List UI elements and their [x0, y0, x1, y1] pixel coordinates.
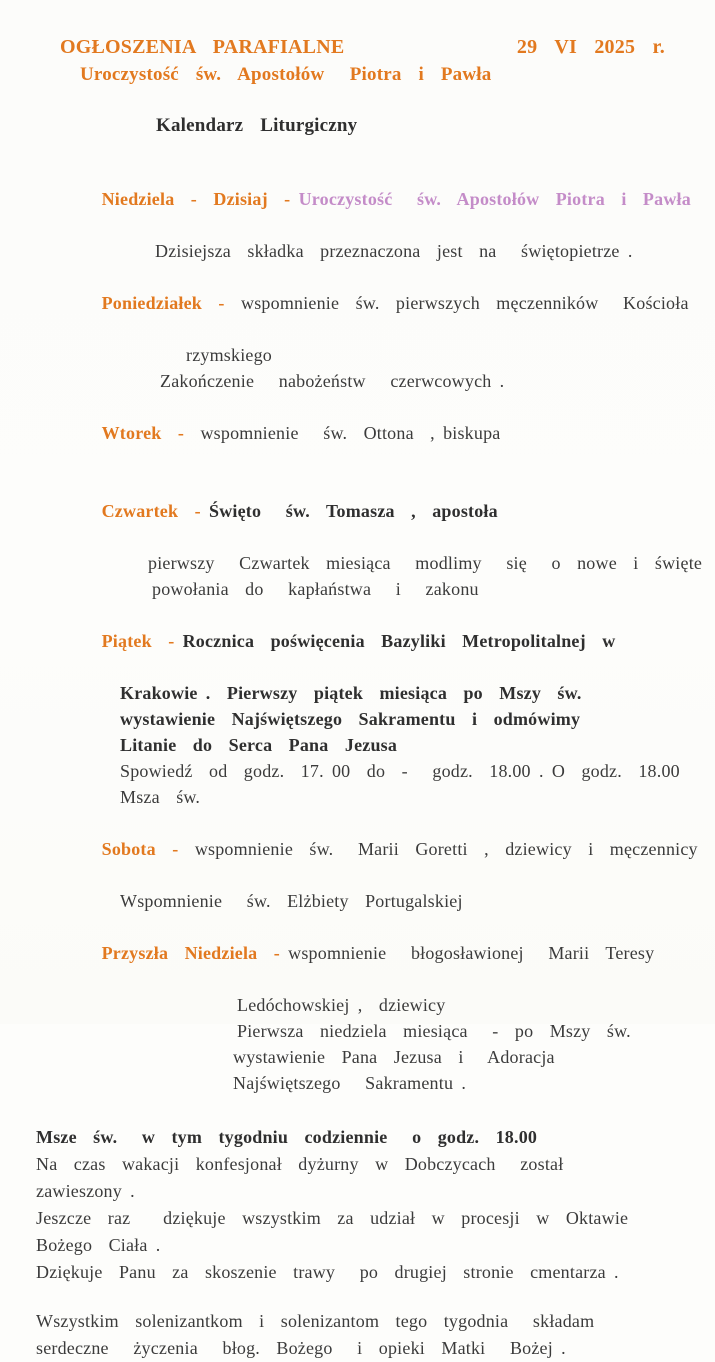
monday-note-1: rzymskiego: [186, 345, 272, 365]
day-label-friday: Piątek -: [101, 631, 183, 651]
calendar-entry-friday-heading: [0, 602, 715, 680]
day-label-saturday: Sobota -: [101, 839, 187, 859]
calendar-entry-tuesday: [0, 394, 715, 472]
day-label-next-sunday: Przyszła Niedziela -: [101, 943, 289, 963]
friday-feast-title-3: wystawienie Najświętszego Sakramentu i odmówimy: [120, 709, 581, 729]
thursday-note-1: pierwszy Czwartek miesiąca modlimy się o nowe i święte: [148, 553, 703, 573]
masses-schedule-line: Msze św. w tym tygodniu codziennie o godz. 18.00: [36, 1127, 538, 1147]
calendar-entry-tuesday-heading: [0, 394, 715, 472]
calendar-entry-monday: [0, 264, 715, 394]
header-row: [0, 34, 715, 60]
day-label-tuesday: Wtorek -: [101, 423, 193, 443]
thursday-feast-title: Święto św. Tomasza , apostoła: [208, 501, 498, 521]
section-heading-liturgical-calendar: Kalendarz Liturgiczny: [156, 115, 358, 136]
monday-note-2: Zakończenie nabożeństw czerwcowych .: [160, 371, 505, 391]
calendar-entry-sunday: [0, 160, 715, 264]
friday-feast-title-1: Rocznica poświęcenia Bazyliki Metropolitalnej w: [182, 631, 616, 651]
calendar-entry-next-sunday: [0, 914, 715, 1096]
calendar-entry-thursday-heading: [0, 472, 715, 550]
calendar-entry-next-sunday-heading: [0, 914, 715, 992]
sunday-feast-title: Uroczystość św. Apostołów Piotra i Pawła: [298, 189, 691, 209]
thursday-note-2: powołania do kapłaństwa i zakonu: [152, 579, 479, 599]
closing-line-2: serdeczne życzenia błog. Bożego i opieki Matki Bożej .: [36, 1338, 566, 1358]
monday-text: wspomnienie św. pierwszych męczenników Kościoła: [232, 293, 689, 313]
page-title: OGŁOSZENIA PARAFIALNE: [60, 36, 345, 58]
next-sunday-note-1: Ledóchowskiej , dziewicy: [237, 995, 446, 1015]
friday-note-1: Spowiedź od godz. 17. 00 do - godz. 18.00 . O godz. 18.00: [120, 761, 680, 781]
announcement-line-4: Bożego Ciała .: [36, 1235, 161, 1255]
calendar-entry-monday-heading: [0, 264, 715, 342]
calendar-entry-sunday-heading: [0, 160, 715, 238]
sunday-note: Dzisiejsza składka przeznaczona jest na świętopietrze .: [155, 241, 633, 261]
announcement-line-1: Na czas wakacji konfesjonał dyżurny w Dobczycach został: [36, 1154, 564, 1174]
calendar-entry-friday: [0, 602, 715, 810]
weekly-announcements: [0, 1124, 715, 1286]
next-sunday-text: wspomnienie błogosławionej Marii Teresy: [288, 943, 655, 963]
calendar-entry-thursday: [0, 472, 715, 602]
friday-feast-title-4: Litanie do Serca Pana Jezusa: [120, 735, 398, 755]
saturday-note-1: Wspomnienie św. Elżbiety Portugalskiej: [120, 891, 463, 911]
announcement-line-2: zawieszony .: [36, 1181, 135, 1201]
saturday-text: wspomnienie św. Marii Goretti , dziewicy i męczennicy: [186, 839, 698, 859]
announcement-line-5: Dziękuje Panu za skoszenie trawy po drugiej stronie cmentarza .: [36, 1262, 619, 1282]
closing-wishes: [0, 1308, 715, 1362]
next-sunday-note-3: wystawienie Pana Jezusa i Adoracja: [233, 1047, 555, 1067]
calendar-entry-saturday-heading: [0, 810, 715, 888]
header-date: 29 VI 2025 r.: [516, 36, 665, 58]
day-label-thursday: Czwartek -: [101, 501, 209, 521]
friday-note-2: Msza św.: [120, 787, 201, 807]
friday-feast-title-2: Krakowie . Pierwszy piątek miesiąca po Mszy św.: [120, 683, 582, 703]
closing-line-1: Wszystkim solenizantkom i solenizantom tego tygodnia składam: [36, 1311, 595, 1331]
tuesday-text: wspomnienie św. Ottona , biskupa: [192, 423, 501, 443]
next-sunday-note-4: Najświętszego Sakramentu .: [233, 1073, 467, 1093]
announcement-line-3: Jeszcze raz dziękuje wszystkim za udział w procesji w Oktawie: [36, 1208, 629, 1228]
next-sunday-note-2: Pierwsza niedziela miesiąca - po Mszy św.: [237, 1021, 631, 1041]
liturgical-calendar: [0, 160, 715, 1096]
day-label-monday: Poniedziałek -: [101, 293, 233, 313]
day-label-sunday: Niedziela - Dzisiaj -: [101, 189, 299, 209]
calendar-entry-saturday: [0, 810, 715, 914]
header-subtitle: Uroczystość św. Apostołów Piotra i Pawła: [80, 64, 492, 85]
